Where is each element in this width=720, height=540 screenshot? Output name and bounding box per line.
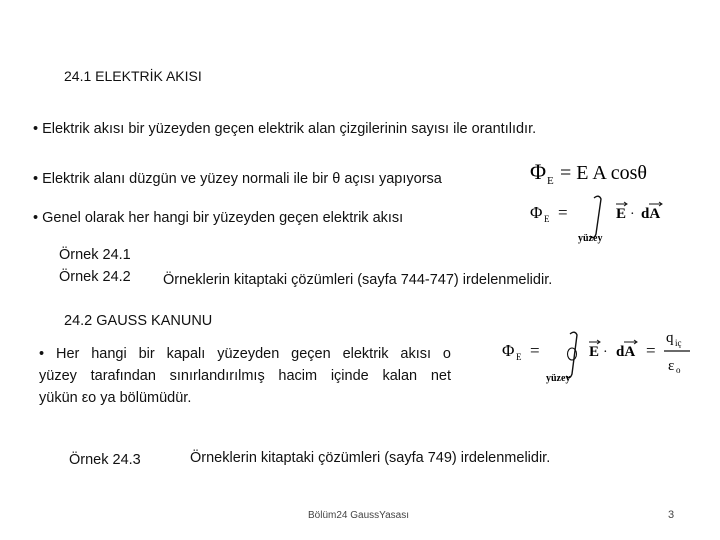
formula-rhs: = E A cosθ — [560, 162, 647, 184]
svg-text:·: · — [630, 207, 635, 222]
gauss-law-statement — [39, 343, 451, 409]
svg-text:dA: dA — [616, 344, 636, 360]
svg-text:Φ: Φ — [502, 341, 515, 360]
gauss-line-2: yüzey tarafından sınırlandırılmış hacim içinde kalan net — [39, 368, 451, 384]
svg-text:·: · — [603, 345, 608, 360]
formula-uniform-flux — [528, 155, 678, 189]
svg-text:dA: dA — [641, 206, 661, 222]
svg-text:yüzey: yüzey — [578, 233, 603, 244]
example-24-1: Örnek 24.1 — [59, 247, 131, 263]
bullet-general-flux: • Genel olarak her hangi bir yüzeyden geçen elektrik akısı — [33, 210, 404, 226]
integral-icon — [590, 196, 601, 237]
svg-text:=: = — [646, 341, 656, 360]
svg-text:E: E — [544, 214, 550, 224]
svg-text:o: o — [676, 365, 681, 375]
svg-text:Φ: Φ — [530, 203, 543, 222]
formula-general-flux — [528, 190, 678, 248]
formula-gauss-law — [500, 326, 695, 388]
svg-text:E: E — [589, 344, 600, 360]
example-24-2: Örnek 24.2 — [59, 269, 131, 285]
gauss-line-1: • Her hangi bir kapalı yüzeyden geçen elektrik akısı o — [39, 346, 451, 362]
footer-title: Bölüm24 GaussYasası — [308, 510, 409, 521]
bullet-flux-definition: • Elektrik akısı bir yüzeyden geçen elektrik alan çizgilerinin sayısı ile orantılıdır. — [33, 121, 537, 137]
svg-text:E: E — [616, 206, 627, 222]
gauss-line-3: yükün εo ya bölümüdür. — [39, 390, 192, 406]
example-24-3: Örnek 24.3 — [69, 452, 141, 468]
svg-text:=: = — [558, 203, 568, 222]
section-heading-gauss-law: 24.2 GAUSS KANUNU — [64, 313, 213, 329]
bullet-uniform-field: • Elektrik alanı düzgün ve yüzey normali ile bir θ açısı yapıyorsa — [33, 171, 442, 187]
section-heading-electric-flux: 24.1 ELEKTRİK AKISI — [64, 68, 202, 84]
example-note-2: Örneklerin kitaptaki çözümleri (sayfa 749) irdelenmelidir. — [190, 450, 551, 466]
svg-text:iç: iç — [675, 338, 682, 348]
svg-text:yüzey: yüzey — [546, 373, 571, 384]
example-note-1: Örneklerin kitaptaki çözümleri (sayfa 744-747) irdelenmelidir. — [163, 272, 553, 288]
svg-text:ε: ε — [668, 358, 675, 374]
svg-text:q: q — [666, 330, 674, 346]
svg-text:=: = — [530, 341, 540, 360]
formula-phi: Φ — [530, 159, 547, 184]
svg-text:E: E — [516, 352, 522, 362]
page-number: 3 — [668, 509, 675, 521]
formula-phi-sub: E — [547, 175, 554, 187]
